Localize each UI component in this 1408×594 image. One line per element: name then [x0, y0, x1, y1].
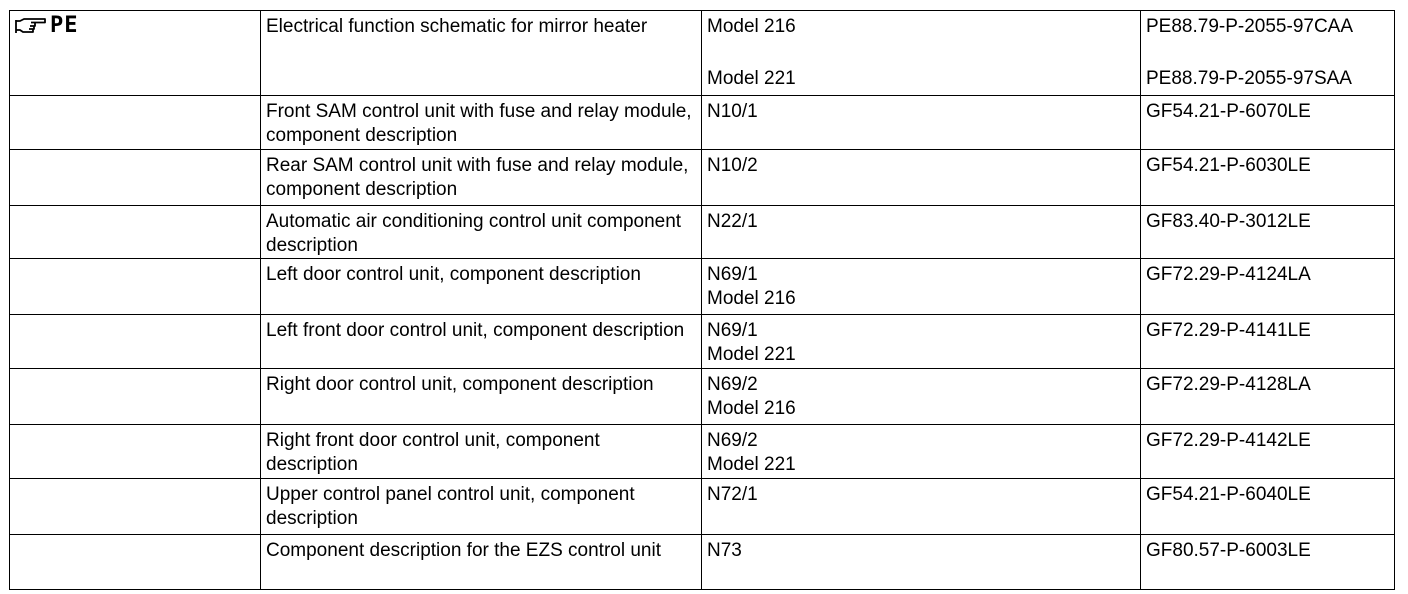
description-cell: Left door control unit, component description	[261, 259, 702, 315]
component-value: N69/2	[707, 430, 758, 451]
marker-cell	[10, 206, 261, 259]
table-row	[10, 369, 1395, 425]
document-link[interactable]: GF72.29-P-4142LE	[1141, 425, 1395, 479]
marker-cell	[10, 535, 261, 590]
table-row	[10, 11, 1395, 96]
model-value: Model 221	[707, 68, 796, 89]
marker-cell	[10, 315, 261, 369]
reference-table	[9, 10, 1395, 590]
component-cell: N10/2	[702, 150, 1141, 206]
description-cell: Right front door control unit, component description	[261, 425, 702, 479]
component-cell: N72/1	[702, 479, 1141, 535]
document-cell	[1141, 11, 1395, 96]
table-row	[10, 535, 1395, 590]
marker-cell	[10, 369, 261, 425]
table-row	[10, 315, 1395, 369]
table-row	[10, 479, 1395, 535]
document-link[interactable]: GF54.21-P-6030LE	[1141, 150, 1395, 206]
description-cell: Upper control panel control unit, component description	[261, 479, 702, 535]
pe-label: PE	[50, 13, 79, 38]
document-link[interactable]: GF72.29-P-4128LA	[1141, 369, 1395, 425]
component-cell	[702, 315, 1141, 369]
document-link[interactable]: GF72.29-P-4124LA	[1141, 259, 1395, 315]
description-cell: Electrical function schematic for mirror heater	[261, 11, 702, 96]
model-value: Model 221	[707, 344, 796, 365]
description-cell: Automatic air conditioning control unit component description	[261, 206, 702, 259]
description-cell: Rear SAM control unit with fuse and relay module, component description	[261, 150, 702, 206]
table-row	[10, 96, 1395, 150]
pointing-hand-icon	[15, 16, 47, 36]
document-link[interactable]: GF54.21-P-6040LE	[1141, 479, 1395, 535]
document-link[interactable]: PE88.79-P-2055-97SAA	[1146, 68, 1352, 89]
component-cell: N22/1	[702, 206, 1141, 259]
model-value: Model 216	[707, 288, 796, 309]
marker-cell	[10, 96, 261, 150]
marker-cell	[10, 479, 261, 535]
description-cell: Left front door control unit, component description	[261, 315, 702, 369]
model-value: Model 216	[707, 16, 796, 37]
marker-cell	[10, 11, 261, 96]
model-cell	[702, 11, 1141, 96]
document-link[interactable]: GF83.40-P-3012LE	[1141, 206, 1395, 259]
description-cell: Right door control unit, component description	[261, 369, 702, 425]
component-cell: N73	[702, 535, 1141, 590]
pe-marker	[15, 14, 255, 38]
document-link[interactable]: GF80.57-P-6003LE	[1141, 535, 1395, 590]
component-cell	[702, 259, 1141, 315]
document-link[interactable]: GF72.29-P-4141LE	[1141, 315, 1395, 369]
description-cell: Component description for the EZS control unit	[261, 535, 702, 590]
model-value: Model 221	[707, 454, 796, 475]
component-value: N69/1	[707, 320, 758, 341]
component-cell: N10/1	[702, 96, 1141, 150]
component-cell	[702, 369, 1141, 425]
marker-cell	[10, 259, 261, 315]
table-row	[10, 425, 1395, 479]
document-link[interactable]: PE88.79-P-2055-97CAA	[1146, 16, 1354, 37]
component-value: N69/1	[707, 264, 758, 285]
table-row	[10, 206, 1395, 259]
model-value: Model 216	[707, 398, 796, 419]
component-value: N69/2	[707, 374, 758, 395]
table-row	[10, 259, 1395, 315]
component-cell	[702, 425, 1141, 479]
marker-cell	[10, 425, 261, 479]
document-link[interactable]: GF54.21-P-6070LE	[1141, 96, 1395, 150]
table-row	[10, 150, 1395, 206]
marker-cell	[10, 150, 261, 206]
description-cell: Front SAM control unit with fuse and relay module, component description	[261, 96, 702, 150]
